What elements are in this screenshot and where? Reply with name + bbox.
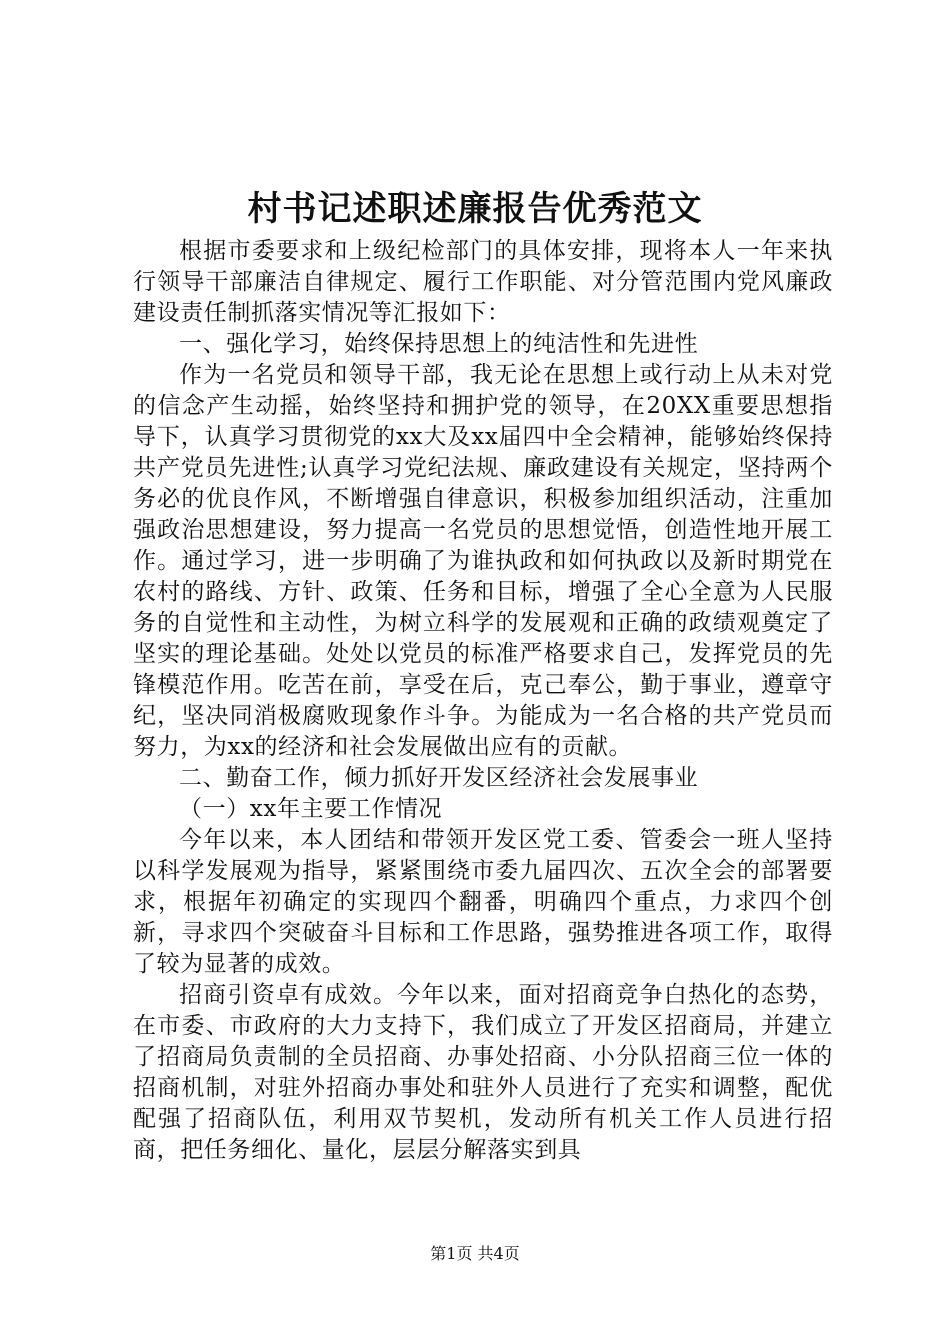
section-heading-2: 二、勤奋工作，倾力抓好开发区经济社会发展事业 bbox=[179, 765, 699, 791]
paragraph-study: 作为一名党员和领导干部，我无论在思想上或行动上从未对党的信念产生动摇，始终坚持和拥护党的领导，在20XX重要思想指导下，认真学习贯彻党的xx大及xx届四中全会精神，能够始终保持共产党员先进性;认真学习党纪法规、廉政建设有关规定，坚持两个务必的优良作风，不断增强自律意识，积极参加组织活动，注重加强政治思想建设，努力提高一名党员的思想觉悟，创造性地开展工作。通过学习，进一步明确了为谁执政和如何执政以及新时期党在农村的路线、方针、政策、任务和目标，增强了全心全意为人民服务的自觉性和主动性，为树立科学的发展观和正确的政绩观奠定了坚实的理论基础。处处以党员的标准严格要求自己，发挥党员的先锋模范作用。吃苦在前，享受在后，克己奉公，勤于事业，遵章守纪，坚决同消极腐败现象作斗争。为能成为一名合格的共产党员而努力，为xx的经济和社会发展做出应有的贡献。 bbox=[133, 362, 833, 760]
paragraph-investment: 招商引资卓有成效。今年以来，面对招商竞争白热化的态势，在市委、市政府的大力支持下，我们成立了开发区招商局，并建立了招商局负责制的全员招商、办事处招商、小分队招商三位一体的招商机制，对驻外招商办事处和驻外人员进行了充实和调整，配优配强了招商队伍，利用双节契机，发动所有机关工作人员进行招商，把任务细化、量化，层层分解落实到具 bbox=[133, 982, 833, 1163]
subsection-heading-1: （一）xx年主要工作情况 bbox=[179, 796, 443, 822]
document-title: 村书记述职述廉报告优秀范文 bbox=[247, 189, 703, 229]
section-heading-1: 一、强化学习，始终保持思想上的纯洁性和先进性 bbox=[179, 331, 699, 357]
page-number: 第1页 共4页 bbox=[430, 1244, 520, 1263]
paragraph-intro: 根据市委要求和上级纪检部门的具体安排，现将本人一年来执行领导干部廉洁自律规定、履行工作职能、对分管范围内党风廉政建设责任制抓落实情况等汇报如下： bbox=[133, 238, 833, 326]
paragraph-work-summary: 今年以来，本人团结和带领开发区党工委、管委会一班人坚持以科学发展观为指导，紧紧围绕市委九届四次、五次全会的部署要求，根据年初确定的实现四个翻番，明确四个重点，力求四个创新，寻求四个突破奋斗目标和工作思路，强势推进各项工作，取得了较为显著的成效。 bbox=[133, 827, 833, 977]
document-body bbox=[133, 236, 833, 1166]
